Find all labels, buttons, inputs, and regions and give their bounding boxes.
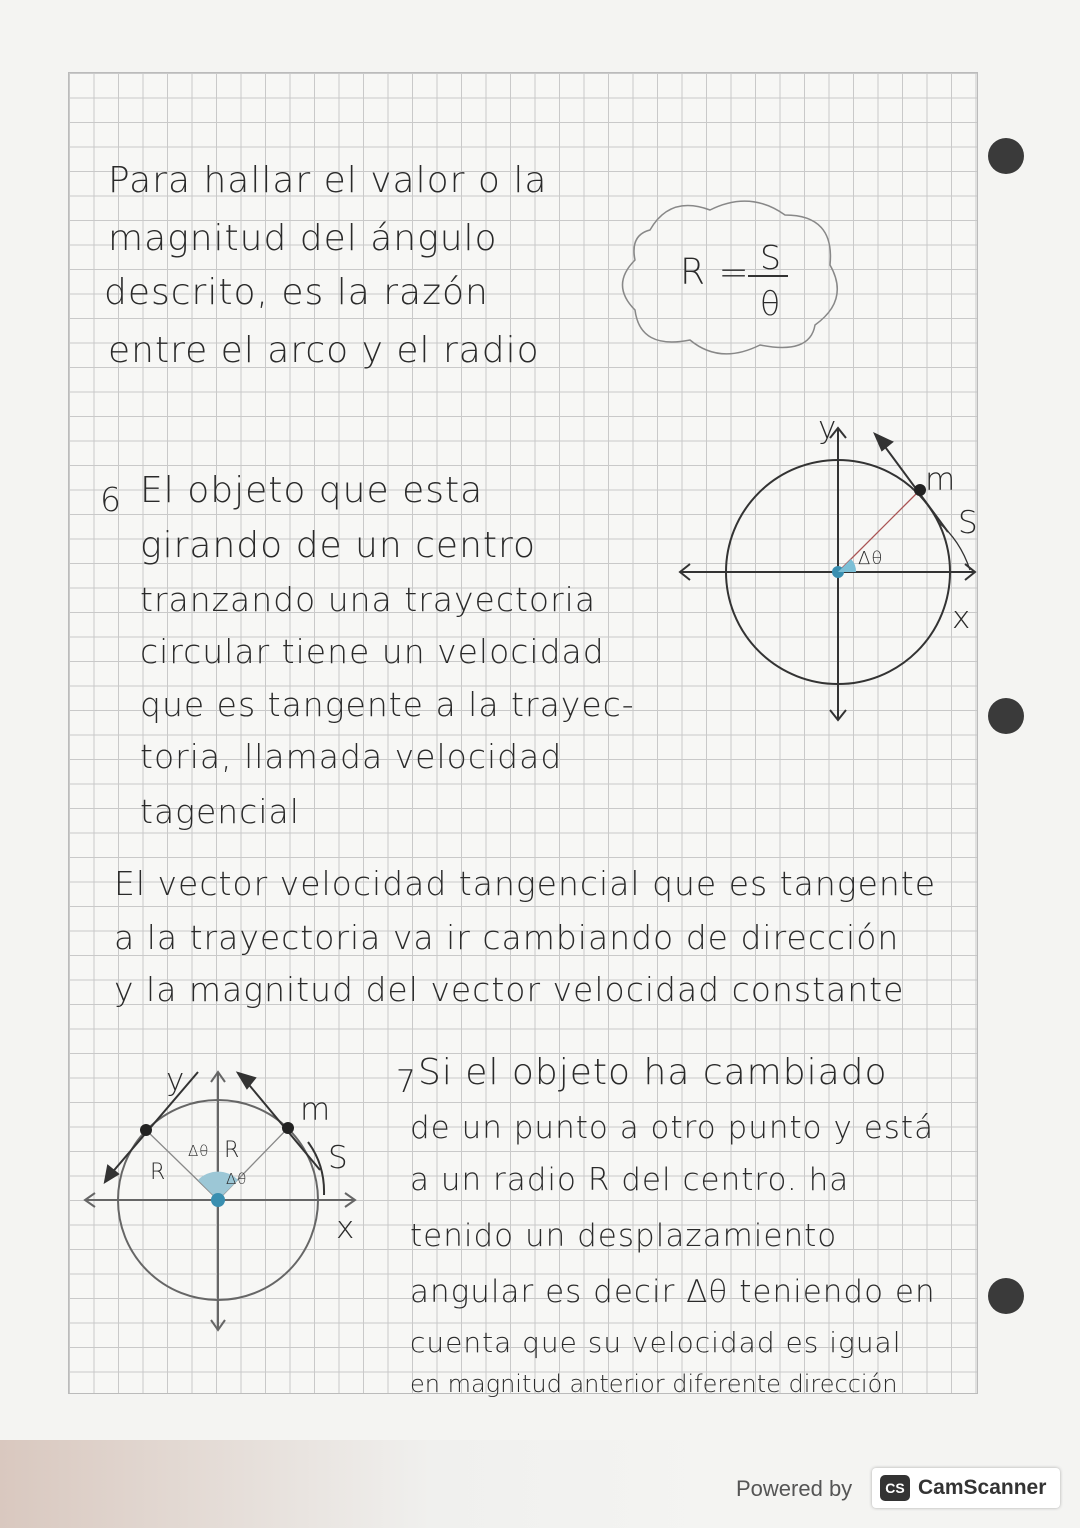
- x-axis-label: x: [336, 1210, 356, 1246]
- paragraph-line: El vector velocidad tangencial que es tangente: [114, 864, 937, 903]
- angle-label: Δθ: [858, 548, 884, 569]
- binder-hole: [988, 698, 1024, 734]
- section7-line: Si el objeto ha cambiado: [418, 1052, 888, 1093]
- section6-line: girando de un centro: [140, 525, 537, 566]
- powered-by-text: Powered by: [736, 1476, 853, 1501]
- intro-line: descrito, es la razón: [104, 272, 489, 313]
- y-axis-label: y: [818, 410, 838, 446]
- camscanner-logo-icon: CS: [880, 1475, 910, 1501]
- camscanner-brand: CamScanner: [918, 1476, 1047, 1499]
- section7-line: a un radio R del centro. ha: [410, 1162, 850, 1198]
- camscanner-badge: [872, 1468, 1060, 1508]
- section7-line: en magnitud anterior diferente dirección: [410, 1370, 898, 1398]
- intro-line: entre el arco y el radio: [108, 330, 540, 371]
- intro-line: magnitud del ángulo: [108, 218, 498, 259]
- section7-line: cuenta que su velocidad es igual: [410, 1326, 902, 1359]
- section6-line: que es tangente a la trayec-: [140, 685, 635, 724]
- radius-label: R: [150, 1160, 167, 1185]
- radius-label: R: [224, 1138, 241, 1163]
- formula-numerator: S: [760, 238, 782, 277]
- section-number: 6: [100, 480, 122, 519]
- formula-lhs: R =: [680, 252, 750, 293]
- paragraph-line: a la trayectoria va ir cambiando de dirección: [114, 918, 900, 957]
- point-label: m: [925, 462, 957, 498]
- angle-label: Δθ: [188, 1142, 210, 1160]
- angular-displacement-diagram: [80, 1060, 380, 1340]
- arc-label: S: [958, 505, 979, 541]
- background-shadow: [0, 1440, 720, 1528]
- section6-line: toria, llamada velocidad: [140, 737, 563, 776]
- section-number: 7: [396, 1064, 417, 1100]
- section7-line: tenido un desplazamiento: [410, 1218, 838, 1254]
- binder-hole: [988, 1278, 1024, 1314]
- intro-line: Para hallar el valor o la: [108, 160, 548, 201]
- section6-line: El objeto que esta: [140, 470, 484, 511]
- arc-label: S: [328, 1140, 349, 1176]
- section7-line: de un punto a otro punto y está: [410, 1110, 935, 1146]
- formula-denominator: θ: [760, 284, 782, 323]
- section6-line: tranzando una trayectoria: [140, 580, 597, 619]
- section6-line: circular tiene un velocidad: [140, 632, 605, 671]
- binder-hole: [988, 138, 1024, 174]
- x-axis-label: x: [952, 600, 972, 636]
- y-axis-label: y: [166, 1062, 186, 1098]
- section6-line: tagencial: [140, 792, 300, 831]
- point-label: m: [300, 1092, 332, 1128]
- paragraph-line: y la magnitud del vector velocidad constante: [114, 970, 905, 1009]
- angle-label: Δθ: [226, 1170, 248, 1188]
- section7-line: angular es decir Δθ teniendo en: [410, 1274, 936, 1310]
